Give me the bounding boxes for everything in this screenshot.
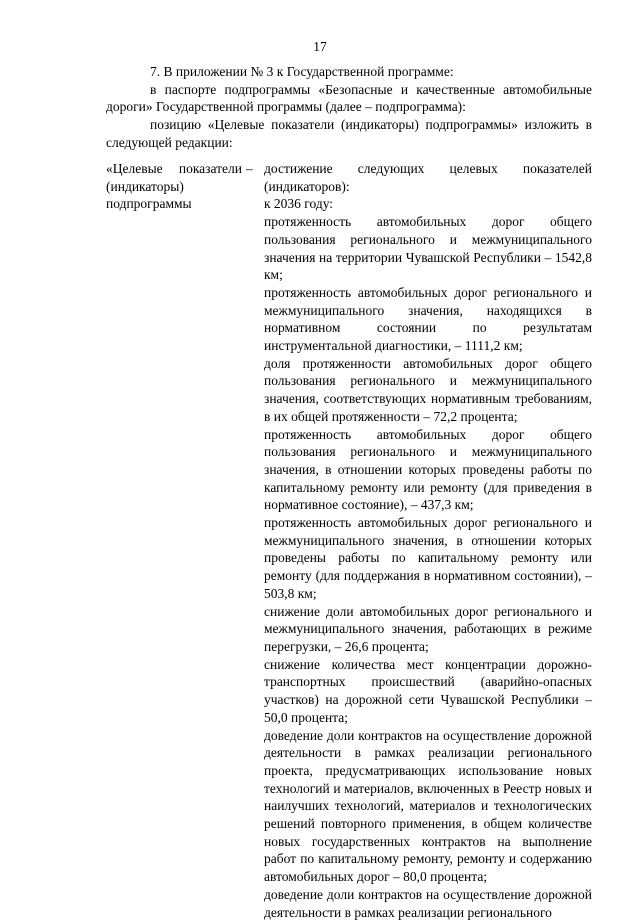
indicator-item: доведение доли контрактов на осуществление дорожной деятельности в рамках реализации регионального проекта, предусматривающих использование новых технологий и материалов, включенных в Реестр новых и наилучших технологий, материалов и технологических решений повторного применения, в общем количестве новых государственных контрактов на выполнение работ по капитальному ремонту, ремонту и содержанию автомобильных дорог – 80,0 процента;: [264, 727, 592, 885]
indicator-item: снижение доли автомобильных дорог регионального и межмуниципального значения, работающих в режиме перегрузки, – 26,6 процента;: [264, 603, 592, 654]
intro-paragraph-2: в паспорте подпрограммы «Безопасные и качественные автомобильные дороги» Государственной программы (далее – подпрограмма):: [106, 81, 592, 115]
indicator-item: доведение доли контрактов на осуществление дорожной деятельности в рамках реализации регионального: [264, 886, 592, 920]
indicator-item: протяженность автомобильных дорог общего пользования регионального и межмуниципального значения, в отношении которых проведены работы по капитальному ремонту или ремонту (для приведения в нормативное состояние), – 437,3 км;: [264, 426, 592, 513]
indicator-item: достижение следующих целевых показателей (индикаторов):: [264, 161, 592, 194]
indicator-item: протяженность автомобильных дорог регионального и межмуниципального значения, находящихся в нормативном состоянии по результатам инструментальной диагностики, – 1111,2 км;: [264, 284, 592, 354]
row-label: «Целевые показатели (индикаторы) подпрограммы: [106, 161, 242, 212]
indicator-item: снижение количества мест концентрации дорожно-транспортных происшествий (аварийно-опасных участков) на дорожной сети Чувашской Республики – 50,0 процента;: [264, 656, 592, 725]
row-dash: –: [246, 161, 253, 176]
indicator-item: к 2036 году:: [264, 196, 334, 212]
row-value-cell: [264, 160, 592, 921]
indicator-item: доля протяженности автомобильных дорог общего пользования регионального и межмуниципального значения, соответствующих нормативным требованиям, в их общей протяженности – 72,2 процента;: [264, 355, 592, 424]
row-label-cell: [106, 160, 242, 213]
indicator-item: протяженность автомобильных дорог общего пользования регионального и межмуниципального значения на территории Чувашской Республики – 1542,8 км;: [264, 214, 592, 283]
intro-section: [106, 63, 592, 152]
intro-paragraph-3: позицию «Целевые показатели (индикаторы) подпрограммы» изложить в следующей редакции:: [106, 117, 592, 150]
indicator-item: протяженность автомобильных дорог регионального и межмуниципального значения, в отношении которых проведены работы по капитальному ремонту или ремонту (для поддержания в нормативном состоянии), – 503,8 км;: [264, 515, 592, 601]
intro-paragraph-1: 7. В приложении № 3 к Государственной программе:: [150, 64, 454, 79]
page-number: 17: [313, 39, 327, 54]
